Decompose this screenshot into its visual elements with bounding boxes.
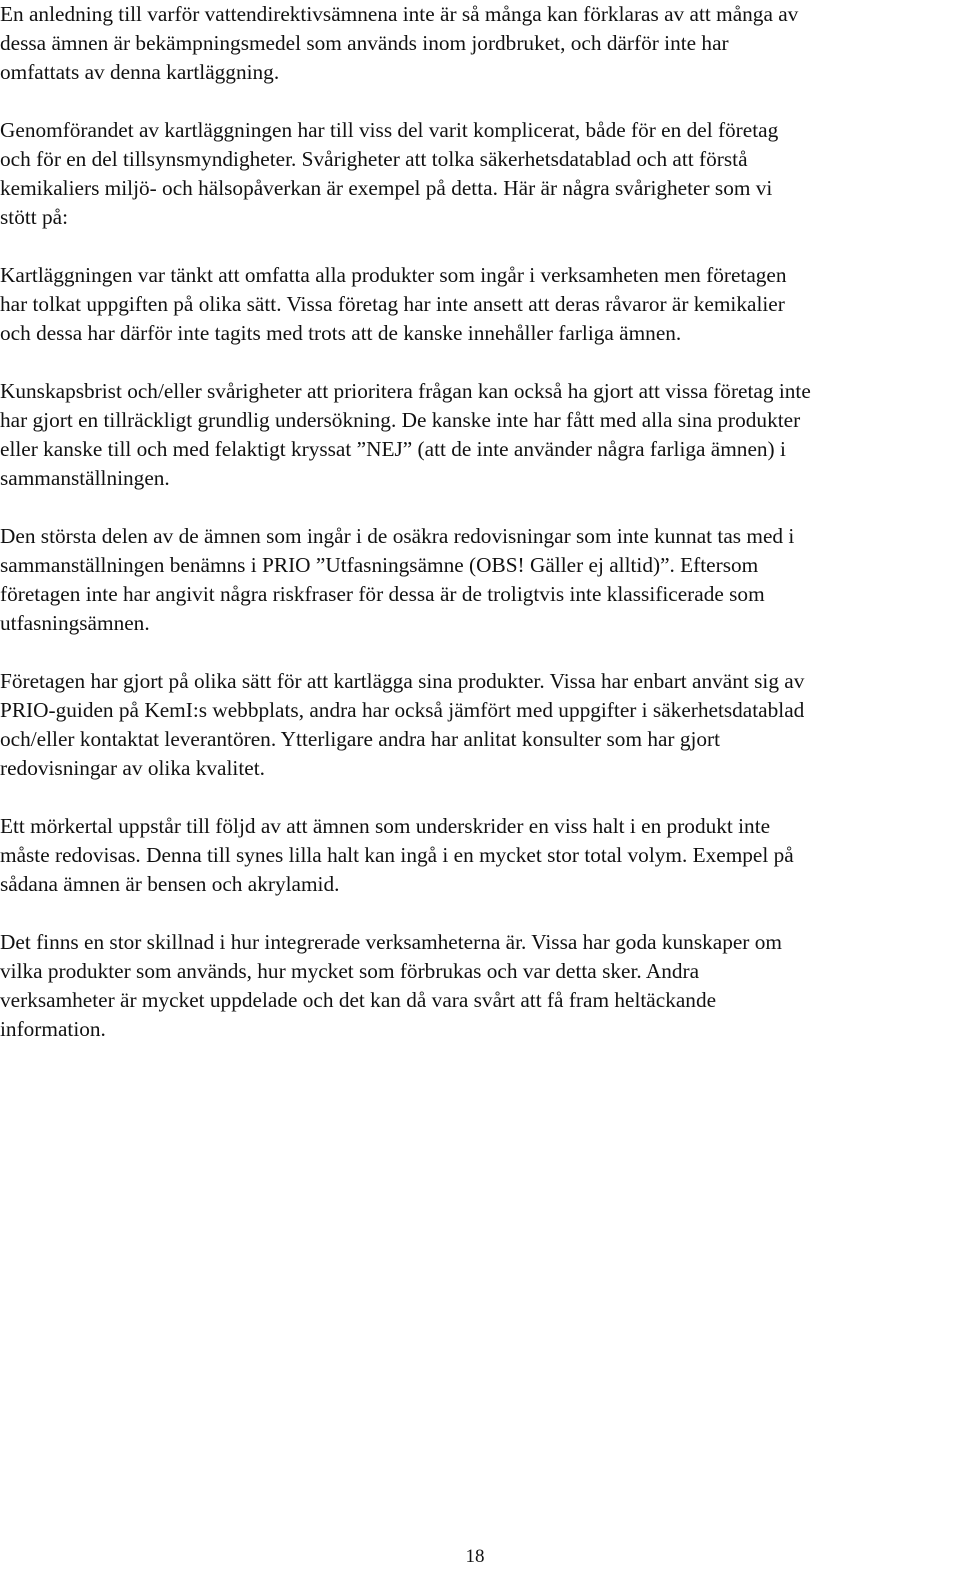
paragraph-integration: Det finns en stor skillnad i hur integrerade verksamheterna är. Vissa har goda kunskaper om vilka produkter som används, hur mycket som förbrukas och var detta sker. Andra verksamheter är mycket uppdelade och det kan då vara svårt att få fram heltäckande information. — [0, 930, 782, 1041]
paragraph-knowledge-gap: Kunskapsbrist och/eller svårigheter att prioritera frågan kan också ha gjort att vissa företag inte har gjort en tillräckligt grundlig undersökning. De kanske inte har fått med alla sina produkter eller kanske till och med felaktigt kryssat ”NEJ” (att de inte använder några farliga ämnen) i sammanställningen. — [0, 379, 811, 490]
paragraph-uncertain-reports: Den största delen av de ämnen som ingår i de osäkra redovisningar som inte kunnat tas med i sammanställningen benämns i PRIO ”Utfasningsämne (OBS! Gäller ej alltid)”. Eftersom företagen inte har angivit några riskfraser för dessa är de troligtvis inte klassificerade som utfasningsämnen. — [0, 524, 795, 635]
paragraph-scope-interpretation: Kartläggningen var tänkt att omfatta alla produkter som ingår i verksamheten men företagen har tolkat uppgiften på olika sätt. Vissa företag har inte ansett att deras råvaror är kemikalier och dessa har därför inte tagits med trots att de kanske innehåller farliga ämnen. — [0, 263, 787, 345]
paragraph-mapping-methods: Företagen har gjort på olika sätt för att kartlägga sina produkter. Vissa har enbart använt sig av PRIO-guiden på KemI:s webbplats, andra har också jämfört med uppgifter i säkerhetsdatablad och/eller kontaktat leverantören. Ytterligare andra har anlitat konsulter som har gjort redovisningar av olika kvalitet. — [0, 669, 805, 780]
paragraph-dark-figure: Ett mörkertal uppstår till följd av att ämnen som underskrider en viss halt i en produkt inte måste redovisas. Denna till synes lilla halt kan ingå i en mycket stor total volym. Exempel på sådana ämnen är bensen och akrylamid. — [0, 814, 794, 896]
page-number: 18 — [465, 1546, 485, 1567]
paragraph-difficulties-intro: Genomförandet av kartläggningen har till viss del varit komplicerat, både för en del företag och för en del tillsynsmyndigheter. Svårigheter att tolka säkerhetsdatablad och att förstå kemikaliers miljö- och hälsopåverkan är exempel på detta. Här är några svårigheter som vi stött på: — [0, 118, 779, 229]
paragraph-intro: En anledning till varför vattendirektivsämnena inte är så många kan förklaras av att många av dessa ämnen är bekämpningsmedel som används inom jordbruket, och därför inte har omfattats av denna kartläggning. — [0, 2, 799, 84]
